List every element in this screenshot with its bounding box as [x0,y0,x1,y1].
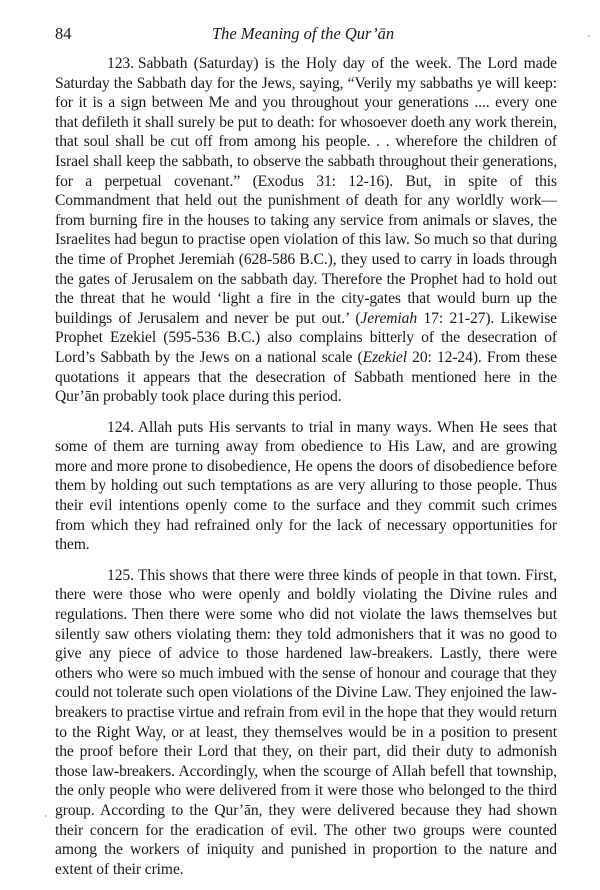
note-text: Allah puts His servants to trial in many ways. When He sees that some of them are turning away from obedience to His Law, and are growing more and more prone to disobedience, He opens the doors of disobedience before them by holding out such temptations as are very alluring to those people. Thus their evil intentions openly come to the surface and they commit such crimes from which they had refrained only for the lack of necessary opportunities for them. [55,418,557,554]
commentary-body [55,54,557,879]
book-title: The Meaning of the Qur’ān [212,24,395,43]
note-124 [55,418,557,555]
note-text: Sabbath (Saturday) is the Holy day of the week. The Lord made Saturday the Sabbath day for the Jews, saying, “Verily my sabbaths ye will keep: for it is a sign between Me and you throughout your generations .... every one that defileth it shall surely be put to death: for whosoever doeth any work therein, that soul shall be cut off from among his people. . . wherefore the children of Israel shall keep the sabbath, to observe the sabbath throughout their generations, for a perpetual covenant.” (Exodus 31: 12-16). But, in spite of this Commandment that held out the punishment of death for any worldly work—from burning fire in the houses to taking any service from animals or slaves, the Israelites had begun to practise open violation of this law. So much so that during the time of Prophet Jeremiah (628-586 B.C.), they used to carry in loads through the gates of Jerusalem on the sabbath day. Therefore the Prophet had to hold out the threat that he would ‘light a fire in the city-gates that would burn up the buildings of Jerusalem and never be put out.’ ( [55,55,557,327]
note-text: 17: 21-27). Likewise Prophet Ezekiel (595-536 B.C.) also complains bitterly of the desecration of Lord’s Sabbath by the Jews on a national scale ( [55,309,557,366]
running-head [55,22,557,46]
note-number: 123. [107,55,134,72]
note-123 [55,54,557,407]
note-text: 20: 12-24). From these quotations it appears that the desecration of Sabbath mentioned here in the Qur’ān probably took place during this period. [55,348,557,406]
scripture-reference-ezekiel: Ezekiel [362,348,407,366]
note-125 [55,566,557,880]
note-number: 125. [107,566,134,584]
page-number: 84 [55,24,72,43]
scan-speck [45,815,47,817]
note-text: This shows that there were three kinds of people in that town. First, there were those who were openly and boldly violating the Divine rules and regulations. Then there were some who did not violate the laws themselves but silently saw others violating them: they told admonishers that it was no good to give any piece of advice to those hardened law-breakers. Lastly, there were others who were so much imbued with the sense of honour and courage that they could not tolerate such open violations of the Divine Law. They enjoined the law-breakers to practise virtue and refrain from evil in the hope that they would return to the Right Way, or at least, they themselves would be in a position to present the proof before their Lord that they, on their part, did their duty to admonish those law-breakers. Accordingly, when the scourge of Allah befell that township, the only people who were delivered from it were those who belonged to the third group. According to the Qur’ān, they were delivered because they had shown their concern for the eradication of evil. The other two groups were counted among the workers of iniquity and punished in proportion to the nature and extent of their crime. [55,566,557,878]
scan-speck [588,35,590,37]
scripture-reference-jeremiah: Jeremiah [360,309,418,327]
book-page [55,22,557,890]
note-number: 124. [107,418,134,436]
